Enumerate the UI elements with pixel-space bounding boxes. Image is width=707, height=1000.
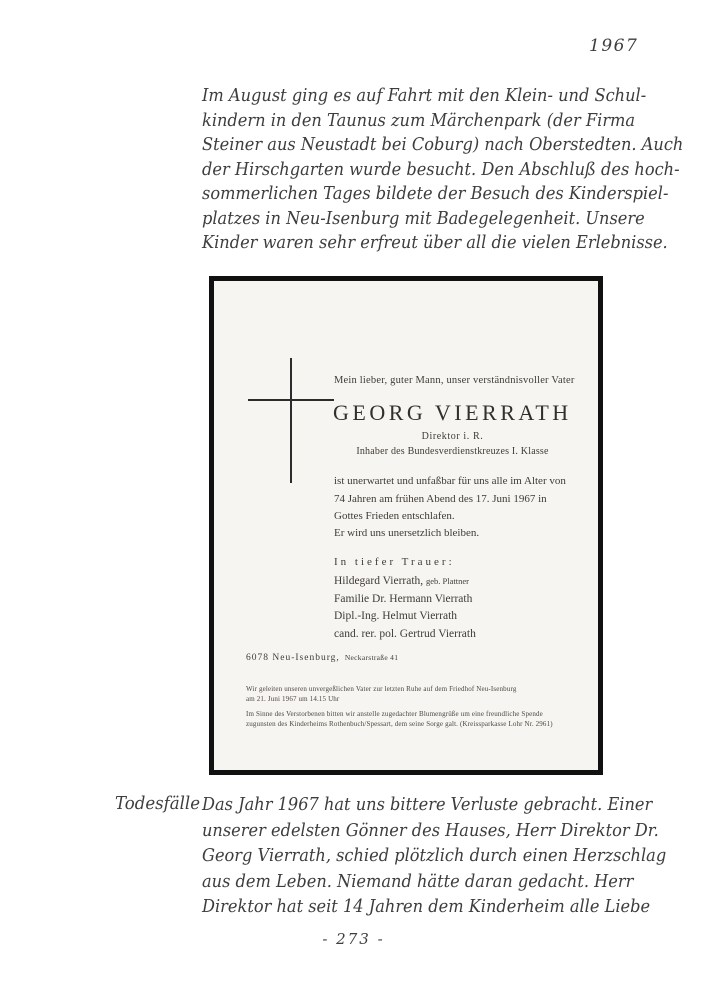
handwritten-line: sommerlichen Tages bildete der Besuch des Kinderspiel- [202, 183, 669, 204]
remembrance-line: Er wird uns unersetzlich bleiben. [334, 527, 480, 539]
handwritten-line: platzes in Neu-Isenburg mit Badegelegenheit. Unsere [202, 207, 645, 229]
obituary-card [209, 276, 603, 775]
mourners-list [334, 573, 476, 643]
margin-label-todesfaelle: Todesfälle [115, 793, 201, 814]
deceased-honor: Inhaber des Bundesverdienstkreuzes I. Klasse [356, 446, 549, 457]
deceased-title: Direktor i. R. [421, 431, 484, 442]
handwritten-line: unserer edelsten Gönner des Hauses, Herr Direktor Dr. [202, 819, 659, 841]
notice-line: am 21. Juni 1967 um 14.15 Uhr [246, 694, 340, 703]
notice-line: Im Sinne des Verstorbenen bitten wir anstelle zugedachter Blumengrüße um eine freundliche Spende [246, 710, 543, 718]
mourner-row [334, 591, 476, 609]
notice-line: zugunsten des Kinderheims Rothenbuch/Spessart, dem seine Sorge galt. (Kreissparkasse Lohr Nr. 2961) [246, 719, 553, 728]
handwritten-line: Kinder waren sehr erfreut über all die vielen Erlebnisse. [202, 232, 668, 253]
deceased-name: GEORG VIERRATH [333, 400, 572, 425]
mourner-name-suffix: geb. Plattner [426, 576, 469, 586]
mourner-row [334, 573, 476, 591]
handwritten-line: Georg Vierrath, schied plötzlich durch einen Herzschlag [202, 845, 667, 866]
page-number: - 273 - [322, 930, 385, 948]
obituary-intro: Mein lieber, guter Mann, unser verständnisvoller Vater [334, 375, 575, 386]
notice-line: Wir geleiten unseren unvergeßlichen Vater zur letzten Ruhe auf dem Friedhof Neu-Isenburg [246, 685, 517, 693]
mourner-name: Hildegard Vierrath, [334, 575, 424, 587]
august-paragraph [202, 84, 684, 256]
handwritten-line: aus dem Leben. Niemand hätte daran gedacht. Herr [202, 870, 634, 892]
funeral-notice [246, 685, 516, 704]
handwritten-line: der Hirschgarten wurde besucht. Den Abschluß des hoch- [202, 158, 680, 180]
mourning-header: In tiefer Trauer: [334, 556, 455, 568]
announcement-line: ist unerwartet und unfaßbar für uns alle im Alter von [334, 475, 566, 487]
announcement-line: 74 Jahren am frühen Abend des 17. Juni 1967 in [334, 492, 547, 505]
street-address: Neckarstraße 41 [344, 653, 399, 662]
obituary-announcement [334, 473, 566, 526]
cross-horizontal-bar [248, 399, 334, 401]
announcement-line: Gottes Frieden entschlafen. [334, 510, 455, 522]
handwritten-line: Das Jahr 1967 hat uns bittere Verluste gebracht. Einer [202, 794, 653, 815]
mourner-name: Familie Dr. Hermann Vierrath [334, 592, 473, 605]
card-address [246, 647, 398, 665]
year-label: 1967 [589, 36, 639, 56]
cross-vertical-bar [290, 358, 292, 483]
mourner-name: cand. rer. pol. Gertrud Vierrath [334, 627, 476, 640]
mourner-name: Dipl.-Ing. Helmut Vierrath [334, 610, 458, 622]
mourner-row [334, 626, 476, 644]
postal-city: 6078 Neu-Isenburg, [246, 653, 340, 663]
handwritten-line: kindern in den Taunus zum Märchenpark (der Firma [202, 109, 636, 131]
handwritten-line: Direktor hat seit 14 Jahren dem Kinderheim alle Liebe [202, 896, 651, 917]
handwritten-line: Im August ging es auf Fahrt mit den Klein- und Schul- [202, 85, 647, 106]
handwritten-line: Steiner aus Neustadt bei Coburg) nach Oberstedten. Auch [202, 134, 684, 155]
mourner-row [334, 608, 476, 626]
todesfaelle-paragraph [202, 792, 667, 920]
donation-notice [246, 710, 553, 729]
